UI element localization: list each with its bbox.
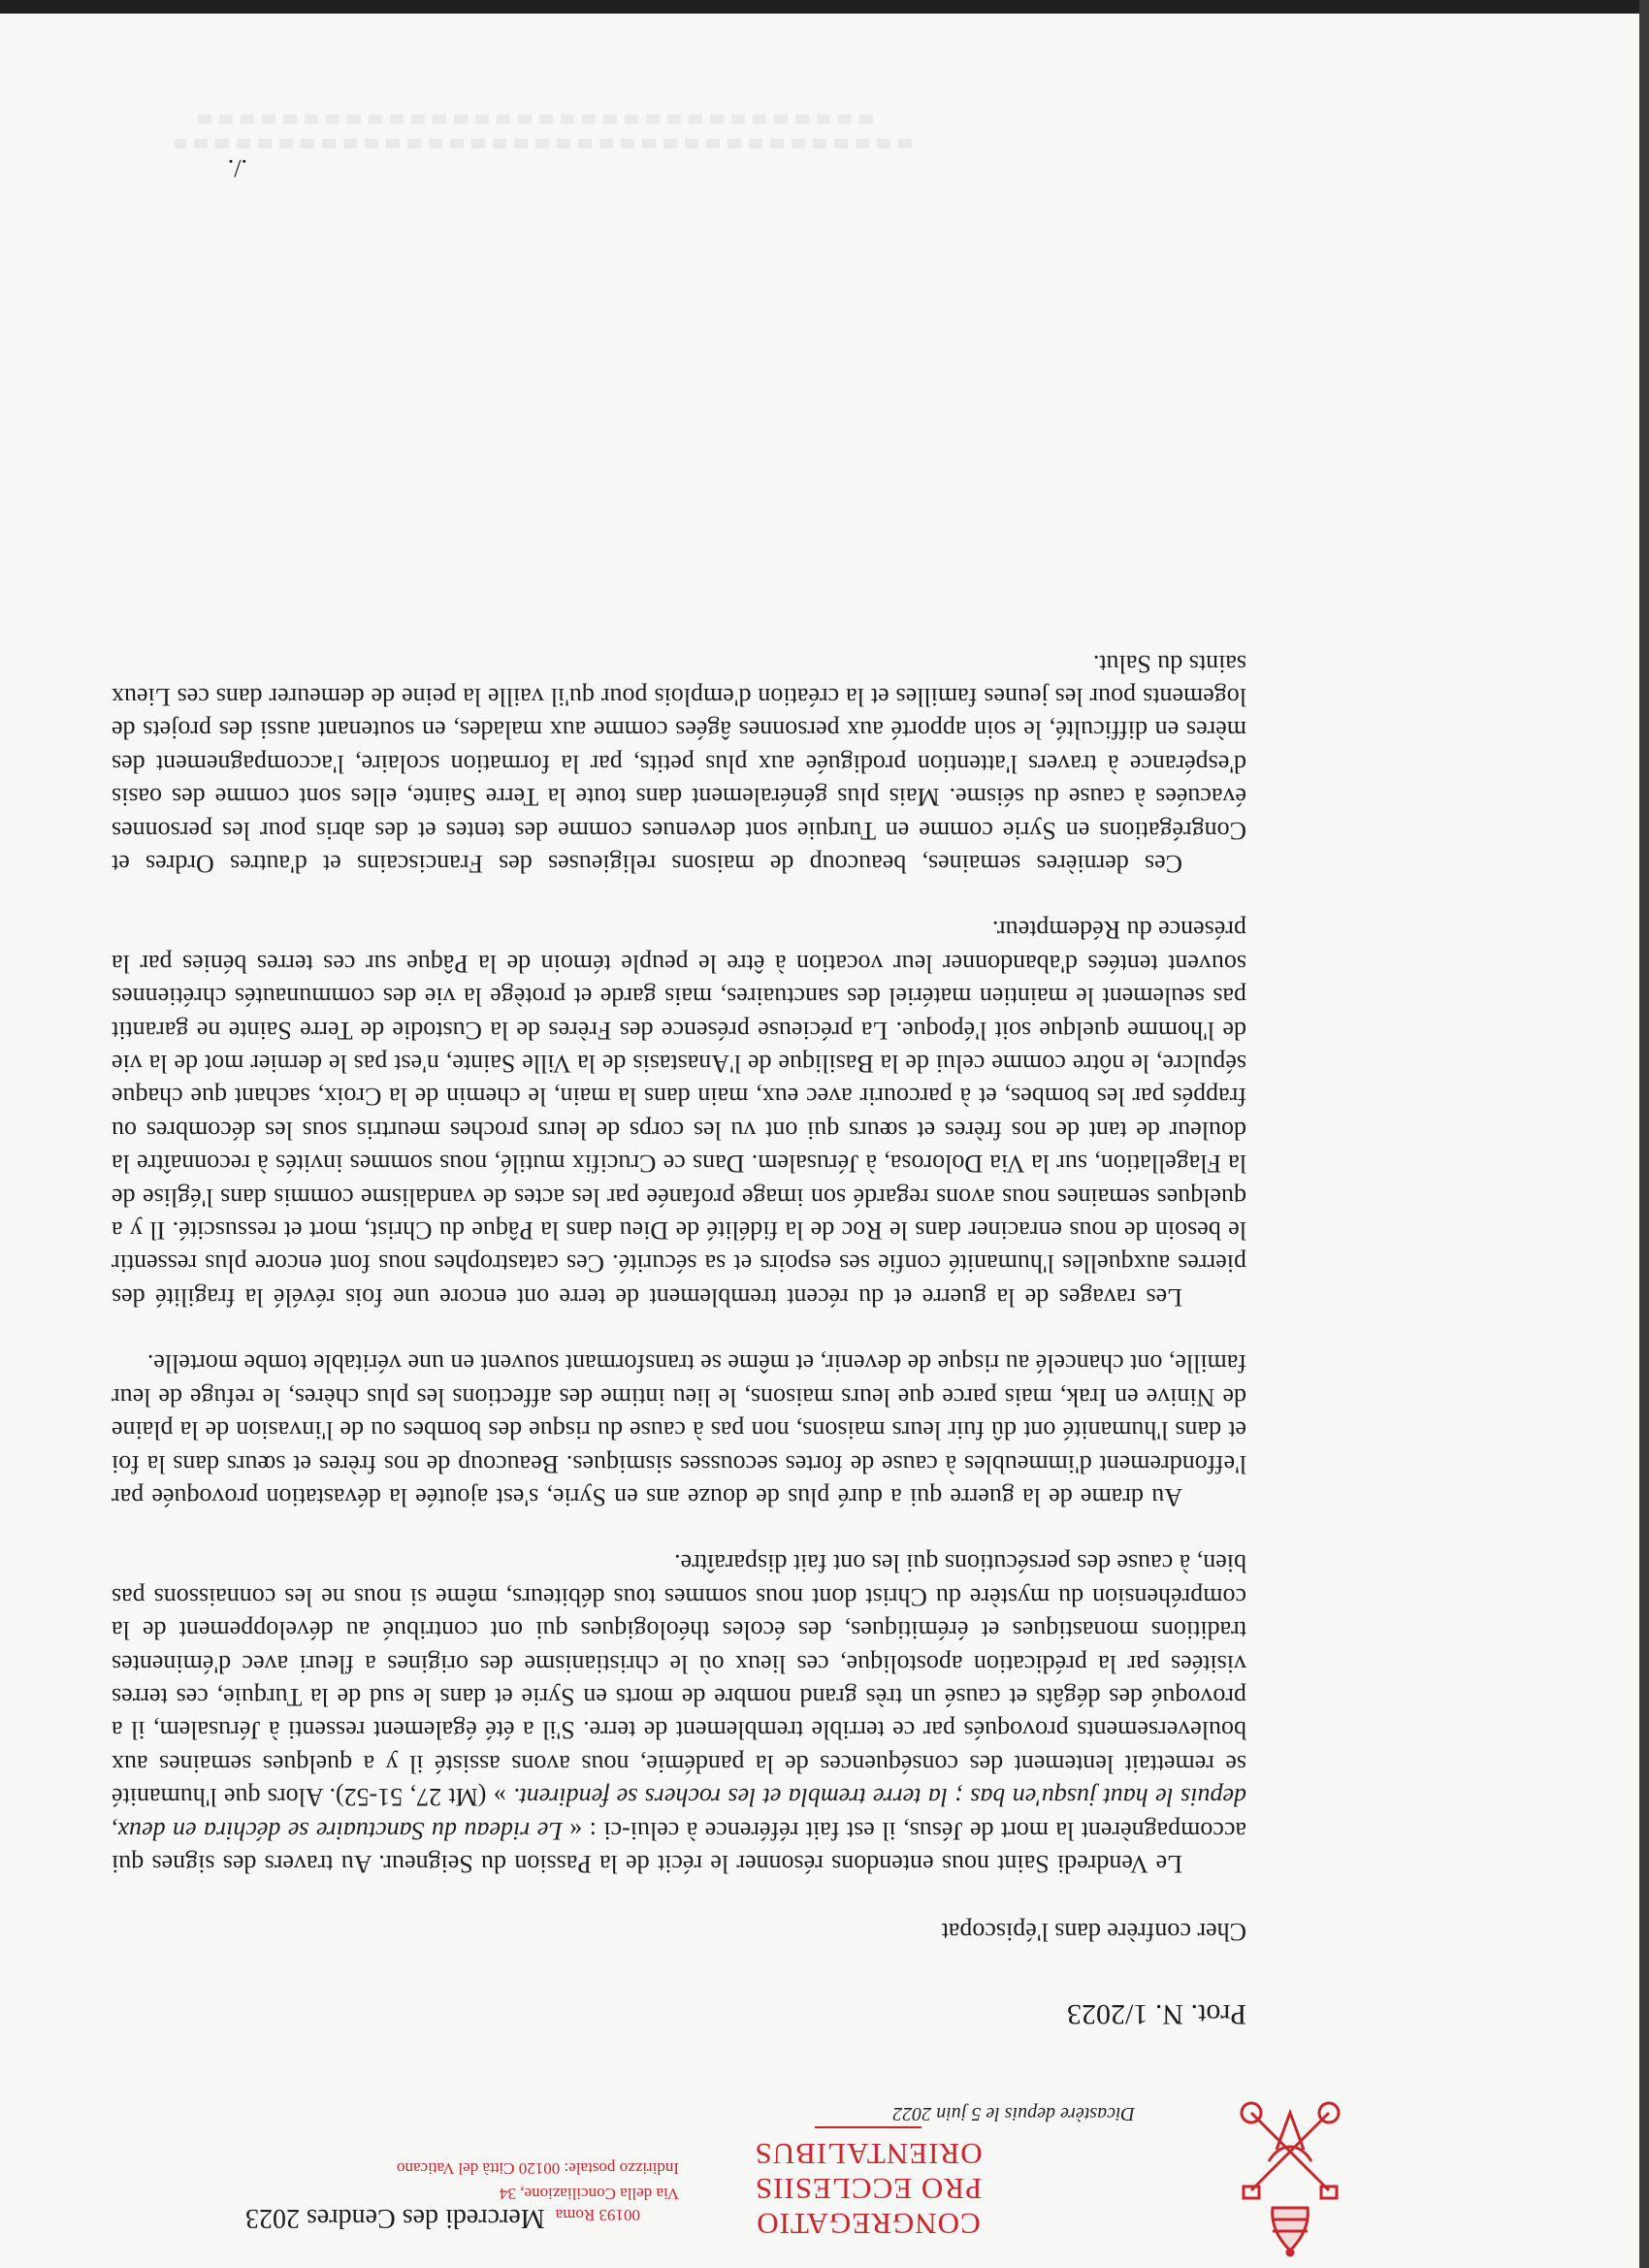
congregation-name [689, 2126, 1048, 2241]
postal-code-city: 00193 Roma [555, 2206, 640, 2224]
letter-date: Mercredi des Cendres 2023 [244, 2203, 545, 2233]
paragraph-4 [112, 646, 1246, 880]
scripture-quote: Le rideau du Sanctuaire se déchira en deux, depuis le haut jusqu'en bas ; la terre trembla et les rochers se fendirent. [111, 1783, 1246, 1845]
paragraph-3 [112, 913, 1246, 1313]
paragraph-text: » (Mt 27, 51-52). Alors que l'humanité se remettait lentement des conséquences de la pandémie, nous avons assisté il y a quelques semaines aux bouleversements provoqués par ce terrible tremblement de terre. S'il a été également ressenti à Jérusalem, il a provoqué des dégâts et causé un très grand nombre de morts en Syrie et dans le sud de la Turquie, ces terres visitées par la prédication apostolique, ces lieux où le christianisme des origines a fleuri avec d'éminentes traditions monastiques et érémitiques, des écoles théologiques qui ont contribué au développement de la compréhension du mystère du Christ dont nous sommes tous débiteurs, même si nous ne les connaissons pas bien, à cause des persécutions qui les ont fait disparaître. [112, 1549, 1246, 1812]
org-line-2: PRO ECCLESIIS ORIENTALIBUS [754, 2137, 983, 2206]
org-line-1: CONGREGATIO [756, 2207, 981, 2241]
letter-body [112, 613, 1246, 1880]
postal-address: Indirizzo postale: 00120 Città del Vaticano [397, 2159, 679, 2178]
paragraph-text: Le Vendredi Saint nous entendons résonner le récit de la Passion du Seigneur. Au travers des signes qui accompagnèrent la mort de Jésus, il est fait référence à celui-ci : « [112, 1816, 1246, 1878]
protocol-number: Prot. N. 1/2023 [1066, 1998, 1246, 2030]
papal-crest-icon [1222, 2089, 1358, 2258]
paragraph-text: Au drame de la guerre qui a duré plus de douze ans en Syrie, s'est ajoutée la dévastation provoquée par l'effondrement d'immeubles à cause de fortes secousses sismiques. Beaucoup de nos frères et sœurs dans la foi et dans l'humanité ont dû fuir leurs maisons, non pas à cause du risque des bombes ou de l'invasion de la plaine de Ninive en Irak, mais parce que leurs maisons, le lieu intime des affections les plus chères, le refuge de leur famille, ont chancelé au risque de devenir, et même se transformant souvent en une véritable tombe mortelle. [112, 1349, 1246, 1511]
salutation: Cher confrère dans l'épiscopat [941, 1918, 1246, 1946]
street-address: Via della Conciliazione, 34 [500, 2185, 679, 2203]
dicastere-note: Dicastère depuis le 5 juin 2022 [892, 2103, 1135, 2124]
address-block [397, 2155, 679, 2206]
letterhead-rule [815, 2126, 922, 2128]
paragraph-1 [112, 1546, 1246, 1880]
paragraph-2 [112, 1346, 1246, 1513]
bleed-through-line [194, 114, 873, 124]
paragraph-text: Les ravages de la guerre et du récent tremblement de terre ont encore une fois révélé la fragilité des pierres auxquelles l'humanité confie ses espoirs et sa sécurité. Ces catastrophes nous font encore plus ressentir le besoin de nous enraciner dans le Roc de la fidélité de Dieu dans la Pâque du Christ, mort et ressuscité. Il y a quelques semaines nous avons regardé son image profanée par les actes de vandalisme commis dans l'église de la Flagellation, sur la Via Dolorosa, à Jérusalem. Dans ce Crucifix mutilé, nous sommes invités à reconnaître la douleur de tant de nos frères et sœurs qui ont vu les corps de leurs proches meurtris sous les décombres ou frappés par les bombes, et à parcourir avec eux, main dans la main, le chemin de la Croix, sachant que chaque sépulcre, le nôtre comme celui de la Basilique de l'Anastasis de la Ville Sainte, n'est pas le dernier mot de la vie de l'homme quelque soit l'époque. La précieuse présence des Frères de la Custodie de Terre Sainte ne garantit pas seulement le maintien matériel des sanctuaires, mais garde et protège la vie des communautés chrétiennes souvent tentées d'abandonner leur vocation à être le peuple témoin de la Pâque sur ces terres bénies par la présence du Rédempteur. [112, 916, 1246, 1312]
continuation-mark: ./. [227, 154, 247, 182]
paragraph-text: Ces dernières semaines, beaucoup de maisons religieuses des Franciscains et d'autres Ordres et Congrégations en Syrie comme en Turquie sont devenues comme des tentes et des abris pour les personnes évacuées à cause du séisme. Mais plus généralement dans toute la Terre Sainte, elles sont comme des oasis d'espérance à travers l'attention prodiguée aux plus petits, par la formation scolaire, l'accompagnement des mères en difficulté, le soin apporté aux personnes âgées comme aux malades, en soutenant aussi des projets de logements pour les jeunes familles et la création d'emplois pour qu'il vaille la peine de demeurer dans ces Lieux saints du Salut. [112, 649, 1246, 879]
bleed-through-line [175, 139, 912, 148]
place-date-line [245, 2202, 640, 2233]
